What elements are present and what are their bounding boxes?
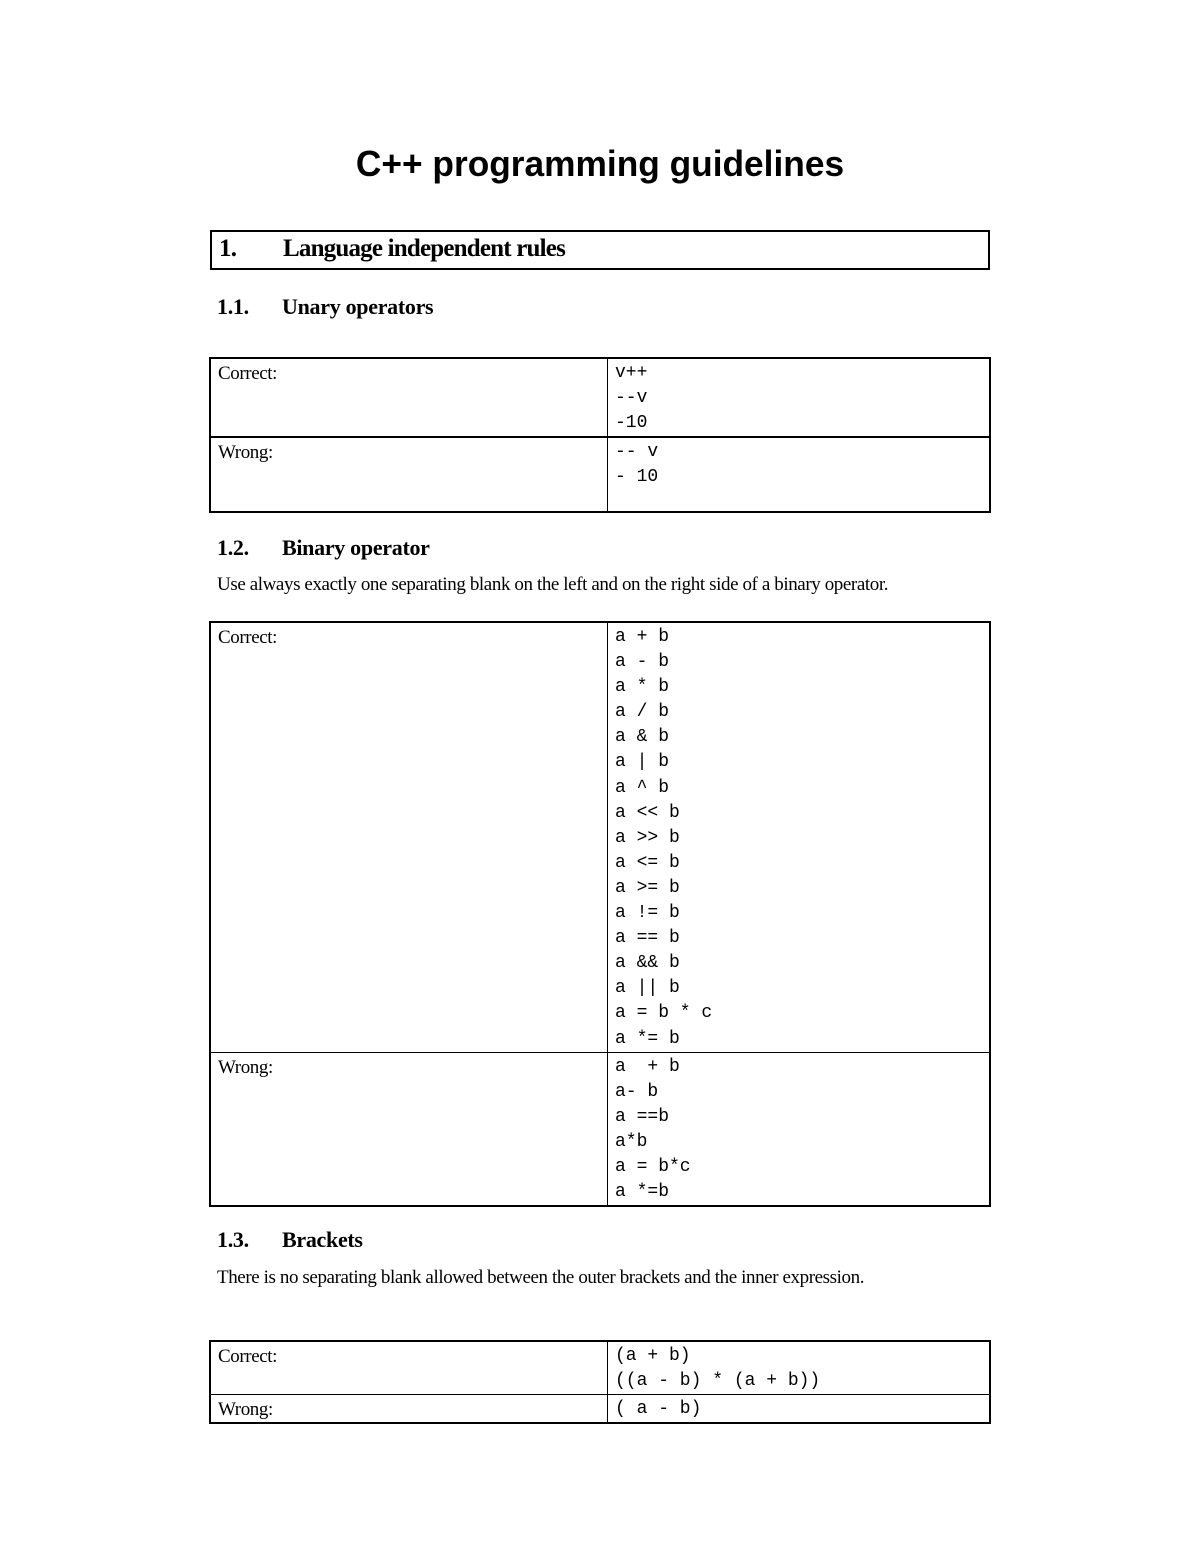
code-line: a <= b bbox=[615, 852, 680, 873]
code-line: -10 bbox=[615, 413, 648, 434]
subsection-title: Brackets bbox=[282, 1227, 363, 1252]
correct-examples bbox=[608, 1341, 991, 1395]
code-line: --v bbox=[615, 388, 648, 409]
table-row-wrong bbox=[210, 1052, 990, 1206]
code-line: a || b bbox=[615, 978, 680, 999]
code-line: - 10 bbox=[615, 467, 659, 488]
code-line: a ==b bbox=[615, 1106, 670, 1127]
subsection-description: There is no separating blank allowed between the outer brackets and the inner expression. bbox=[217, 1267, 865, 1288]
correct-label: Correct: bbox=[210, 358, 608, 437]
code-line: a / b bbox=[615, 702, 670, 723]
correct-examples bbox=[608, 358, 991, 437]
wrong-label: Wrong: bbox=[210, 1395, 608, 1424]
code-line: ( a - b) bbox=[615, 1399, 702, 1420]
code-line: a >= b bbox=[615, 877, 680, 898]
brackets-table bbox=[209, 1340, 991, 1424]
correct-label: Correct: bbox=[210, 1341, 608, 1395]
code-line: a << b bbox=[615, 802, 680, 823]
wrong-label: Wrong: bbox=[210, 1052, 608, 1206]
code-line: a - b bbox=[615, 652, 670, 673]
code-line: a >> b bbox=[615, 827, 680, 848]
code-line: a == b bbox=[615, 928, 680, 949]
unary-operators-table bbox=[209, 357, 991, 513]
section-number: 1. bbox=[219, 235, 237, 262]
table-row-correct bbox=[210, 1341, 990, 1395]
wrong-examples bbox=[608, 1395, 991, 1424]
table-row-correct bbox=[210, 622, 990, 1052]
subsection-title: Unary operators bbox=[282, 294, 434, 319]
code-line: a && b bbox=[615, 953, 680, 974]
wrong-examples bbox=[608, 437, 991, 512]
code-line: a- b bbox=[615, 1081, 659, 1102]
table-row-wrong bbox=[210, 437, 990, 512]
binary-operator-table bbox=[209, 621, 991, 1207]
subsection-number: 1.2. bbox=[217, 535, 249, 560]
code-line: v++ bbox=[615, 363, 648, 383]
code-line: a != b bbox=[615, 903, 680, 924]
section-title: Language independent rules bbox=[283, 235, 566, 262]
subsection-description: Use always exactly one separating blank on the left and on the right side of a binary operator. bbox=[217, 574, 889, 595]
code-line: ((a - b) * (a + b)) bbox=[615, 1371, 821, 1392]
subsection-number: 1.3. bbox=[217, 1227, 249, 1252]
subsection-title: Binary operator bbox=[282, 535, 430, 560]
subsection-number: 1.1. bbox=[217, 294, 249, 319]
document-title: C++ programming guidelines bbox=[355, 143, 845, 184]
code-line: -- v bbox=[615, 442, 659, 463]
code-line: (a + b) bbox=[615, 1346, 691, 1366]
code-line: a = b * c bbox=[615, 1003, 713, 1024]
code-line: a + b bbox=[615, 1056, 680, 1077]
correct-label: Correct: bbox=[210, 622, 608, 1052]
section-heading-1 bbox=[210, 230, 990, 270]
code-line: a = b*c bbox=[615, 1156, 691, 1177]
wrong-label: Wrong: bbox=[210, 437, 608, 512]
code-line: a * b bbox=[615, 677, 670, 698]
code-line: a*b bbox=[615, 1131, 648, 1152]
table-row-correct bbox=[210, 358, 990, 437]
code-line: a ^ b bbox=[615, 777, 670, 798]
wrong-examples bbox=[608, 1052, 991, 1206]
code-line: a | b bbox=[615, 752, 670, 773]
code-line: a *= b bbox=[615, 1028, 680, 1049]
correct-examples bbox=[608, 622, 991, 1052]
code-line: a + b bbox=[615, 627, 670, 647]
code-line: a *=b bbox=[615, 1182, 670, 1203]
table-row-wrong bbox=[210, 1395, 990, 1424]
code-line: a & b bbox=[615, 727, 670, 748]
